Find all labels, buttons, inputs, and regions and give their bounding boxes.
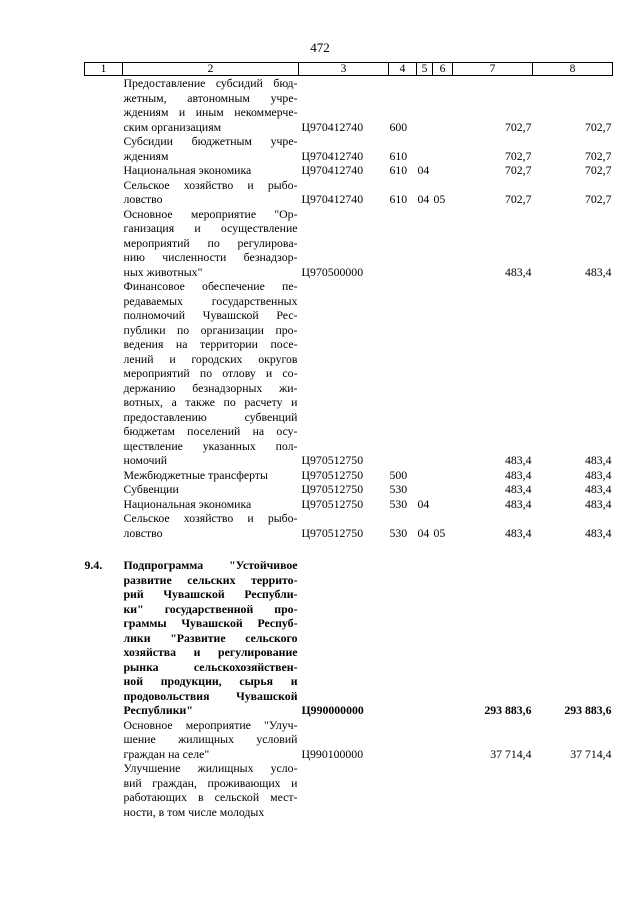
spacer-cell: [123, 540, 299, 558]
section-code: [417, 468, 433, 483]
amount-col-7: 702,7: [504, 148, 532, 163]
expense-type: 610: [389, 163, 408, 177]
target-code: Ц970412740: [301, 192, 364, 206]
row-number: [85, 76, 123, 135]
row-name-line: ждениям: [123, 148, 169, 163]
table-row: [85, 163, 613, 178]
spacer-cell: [433, 540, 453, 558]
subsection-code: [433, 718, 453, 762]
row-name-line: Предоставление субсидий бюд-: [123, 76, 298, 90]
table-row: [85, 761, 613, 819]
section-code: 04: [417, 192, 430, 206]
subsection-code: 05: [433, 192, 446, 206]
row-name-line: редаваемых государственных: [123, 293, 298, 308]
row-name-line: ных животных": [123, 264, 203, 279]
table-row: [85, 497, 613, 512]
subsection-code: [433, 482, 453, 497]
target-code: Ц970512750: [301, 467, 364, 482]
amount-col-7: 483,4: [504, 264, 532, 279]
subsection-code: [433, 76, 453, 135]
row-name-line: Субсидии бюджетным учре-: [123, 134, 298, 148]
row-name-line: ки" государственной про-: [123, 601, 298, 616]
amount-col-7: 293 883,6: [484, 703, 532, 717]
row-name-line: мероприятий по отлову и со-: [123, 366, 298, 380]
section-code: [417, 76, 433, 135]
target-code: Ц990100000: [301, 746, 364, 761]
table-row: [85, 511, 613, 540]
expense-type: 530: [389, 496, 408, 511]
row-name-line: Национальная экономика: [123, 163, 252, 177]
row-name: [123, 134, 299, 163]
table-row: [85, 468, 613, 483]
row-name: [123, 558, 299, 718]
table-body: [85, 76, 613, 820]
target-code: [299, 761, 389, 819]
header-col-5: 5: [417, 63, 433, 76]
amount-col-8: 483,4: [584, 467, 612, 482]
target-code: Ц970412740: [301, 163, 364, 177]
subsection-code: [433, 163, 453, 178]
table-row: [85, 718, 613, 762]
amount-col-8: 702,7: [584, 148, 612, 163]
spacer-cell: [389, 540, 417, 558]
row-name-line: вотных, а также по расчету и: [123, 395, 298, 409]
row-number: [85, 134, 123, 163]
row-number: [85, 207, 123, 280]
subsection-code: [433, 468, 453, 483]
section-code: [417, 134, 433, 163]
section-code: [417, 718, 433, 762]
target-code: Ц970512750: [301, 525, 364, 540]
row-name: [123, 718, 299, 762]
row-name-line: Национальная экономика: [123, 496, 252, 511]
row-name: [123, 178, 299, 207]
subsection-code: [433, 207, 453, 280]
expense-type: 610: [389, 148, 408, 163]
target-code: Ц970412740: [301, 148, 364, 163]
row-name-line: Субвенции: [123, 482, 179, 496]
table-row: [85, 279, 613, 468]
target-code: Ц970512750: [301, 453, 364, 467]
section-code: 04: [417, 163, 430, 177]
row-name: [123, 163, 299, 178]
section-code: [417, 761, 433, 819]
section-code: 04: [417, 496, 430, 511]
table-row: [85, 207, 613, 280]
row-name-line: жетным, автономным учре-: [123, 90, 298, 105]
row-name-line: Сельское хозяйство и рыбо-: [123, 511, 298, 525]
row-name-line: полномочий Чувашской Рес-: [123, 308, 298, 322]
amount-col-7: 702,7: [504, 163, 532, 177]
header-col-2: 2: [123, 63, 299, 76]
row-number: [85, 468, 123, 483]
table-row: [85, 482, 613, 497]
row-name-line: ной продукции, сырья и: [123, 674, 298, 688]
header-col-1: 1: [85, 63, 123, 76]
row-name-line: держанию безнадзорных жи-: [123, 380, 298, 395]
row-name-line: ловство: [123, 525, 163, 540]
expense-type: [389, 761, 417, 819]
row-name: [123, 207, 299, 280]
spacer-row: [85, 540, 613, 558]
row-name-line: предоставлению субвенций: [123, 409, 298, 424]
target-code: Ц970500000: [301, 264, 364, 279]
amount-col-8: [533, 761, 613, 819]
row-name-line: ганизация и осуществление: [123, 221, 298, 235]
row-name-line: хозяйства и регулирование: [123, 645, 298, 659]
subsection-code: [433, 497, 453, 512]
amount-col-7: 483,4: [504, 496, 532, 511]
spacer-cell: [453, 540, 533, 558]
header-row: [85, 63, 613, 76]
amount-col-8: 483,4: [584, 453, 612, 467]
row-name-line: ским организациям: [123, 119, 222, 134]
row-name-line: номочий: [123, 453, 168, 467]
target-code: Ц970512750: [301, 482, 364, 496]
expense-type: 500: [389, 467, 408, 482]
row-name-line: мероприятий по регулирова-: [123, 235, 298, 250]
row-name-line: Основное мероприятие "Ор-: [123, 206, 298, 221]
row-name-line: граждан на селе": [123, 746, 210, 761]
expense-type: [389, 558, 417, 718]
row-name-line: Улучшение жилищных усло-: [123, 761, 298, 775]
row-number: [85, 163, 123, 178]
row-name-line: нию численности безнадзор-: [123, 250, 298, 264]
section-code: [417, 279, 433, 468]
subsection-code: 05: [433, 525, 446, 540]
row-name-line: работающих в сельской мест-: [123, 790, 298, 804]
amount-col-7: 483,4: [504, 482, 532, 496]
row-number: [85, 497, 123, 512]
row-name-line: Республики": [123, 703, 193, 717]
amount-col-8: 483,4: [584, 482, 612, 496]
row-number: [85, 482, 123, 497]
section-code: [417, 482, 433, 497]
table-row: [85, 558, 613, 718]
section-code: 04: [417, 525, 430, 540]
subsection-code: [433, 134, 453, 163]
amount-col-8: 293 883,6: [564, 703, 612, 717]
row-name-line: ности, в том числе молодых: [123, 804, 265, 819]
spacer-cell: [85, 540, 123, 558]
row-name: [123, 761, 299, 819]
row-number: [85, 178, 123, 207]
target-code: Ц970512750: [301, 496, 364, 511]
row-name-line: публики по организации про-: [123, 322, 298, 337]
amount-col-7: [453, 761, 533, 819]
row-number: [85, 718, 123, 762]
page-number: 472: [310, 40, 330, 55]
header-col-7: 7: [453, 63, 533, 76]
target-code: Ц990000000: [301, 703, 364, 717]
row-name-line: лики "Развитие сельского: [123, 630, 298, 645]
section-code: [417, 558, 433, 718]
amount-col-8: 702,7: [584, 163, 612, 177]
row-name-line: рий Чувашской Республи-: [123, 587, 298, 601]
section-code: [417, 207, 433, 280]
row-name-line: бюджетам поселений на осу-: [123, 424, 298, 438]
row-name: [123, 468, 299, 483]
row-number: [85, 279, 123, 468]
expense-type: 610: [389, 192, 408, 206]
row-name: [123, 279, 299, 468]
amount-col-7: 702,7: [504, 119, 532, 134]
expense-type: 530: [389, 525, 408, 540]
expense-type: [389, 207, 417, 280]
row-name-line: ждениям и иным некоммерче-: [123, 105, 298, 119]
subsection-code: [433, 558, 453, 718]
row-name-line: Межбюджетные трансферты: [123, 467, 268, 482]
expense-type: [389, 279, 417, 468]
header-col-6: 6: [433, 63, 453, 76]
spacer-cell: [417, 540, 433, 558]
row-number: [85, 761, 123, 819]
amount-col-8: 483,4: [584, 525, 612, 540]
amount-col-7: 37 714,4: [490, 746, 532, 761]
table-row: [85, 134, 613, 163]
row-name-line: шение жилищных условий: [123, 732, 298, 746]
row-number: 9.4.: [84, 558, 103, 572]
row-name-line: рынка сельскохозяйствен-: [123, 659, 298, 674]
table-row: [85, 178, 613, 207]
header-col-8: 8: [533, 63, 613, 76]
amount-col-8: 483,4: [584, 496, 612, 511]
row-name-line: лений и городских округов: [123, 351, 298, 366]
row-name-line: Сельское хозяйство и рыбо-: [123, 177, 298, 192]
row-name: [123, 76, 299, 135]
row-name-line: Финансовое обеспечение пе-: [123, 279, 298, 293]
row-name: [123, 511, 299, 540]
amount-col-8: 702,7: [584, 119, 612, 134]
header-col-4: 4: [389, 63, 417, 76]
row-name-line: ловство: [123, 192, 163, 206]
row-name-line: ществление указанных пол-: [123, 438, 298, 453]
row-name-line: продовольствия Чувашской: [123, 688, 298, 703]
expense-type: 600: [389, 119, 408, 134]
spacer-cell: [299, 540, 389, 558]
row-name-line: вий граждан, проживающих и: [123, 775, 298, 790]
amount-col-8: 37 714,4: [570, 746, 612, 761]
row-name-line: Основное мероприятие "Улуч-: [123, 717, 298, 732]
row-name-line: ведения на территории посе-: [123, 337, 298, 351]
amount-col-8: 483,4: [584, 264, 612, 279]
budget-table: [84, 62, 613, 819]
row-name: [123, 482, 299, 497]
amount-col-8: 702,7: [584, 192, 612, 206]
row-name-line: граммы Чувашской Респуб-: [123, 616, 298, 630]
amount-col-7: 702,7: [504, 192, 532, 206]
target-code: Ц970412740: [301, 119, 364, 134]
row-name-line: Подпрограмма "Устойчивое: [123, 558, 298, 572]
expense-type: [389, 718, 417, 762]
table-row: [85, 76, 613, 135]
spacer-cell: [533, 540, 613, 558]
amount-col-7: 483,4: [504, 453, 532, 467]
amount-col-7: 483,4: [504, 525, 532, 540]
row-number: [85, 511, 123, 540]
subsection-code: [433, 279, 453, 468]
amount-col-7: 483,4: [504, 467, 532, 482]
header-col-3: 3: [299, 63, 389, 76]
subsection-code: [433, 761, 453, 819]
row-name-line: развитие сельских террито-: [123, 572, 298, 587]
expense-type: 530: [389, 482, 408, 496]
row-name: [123, 497, 299, 512]
